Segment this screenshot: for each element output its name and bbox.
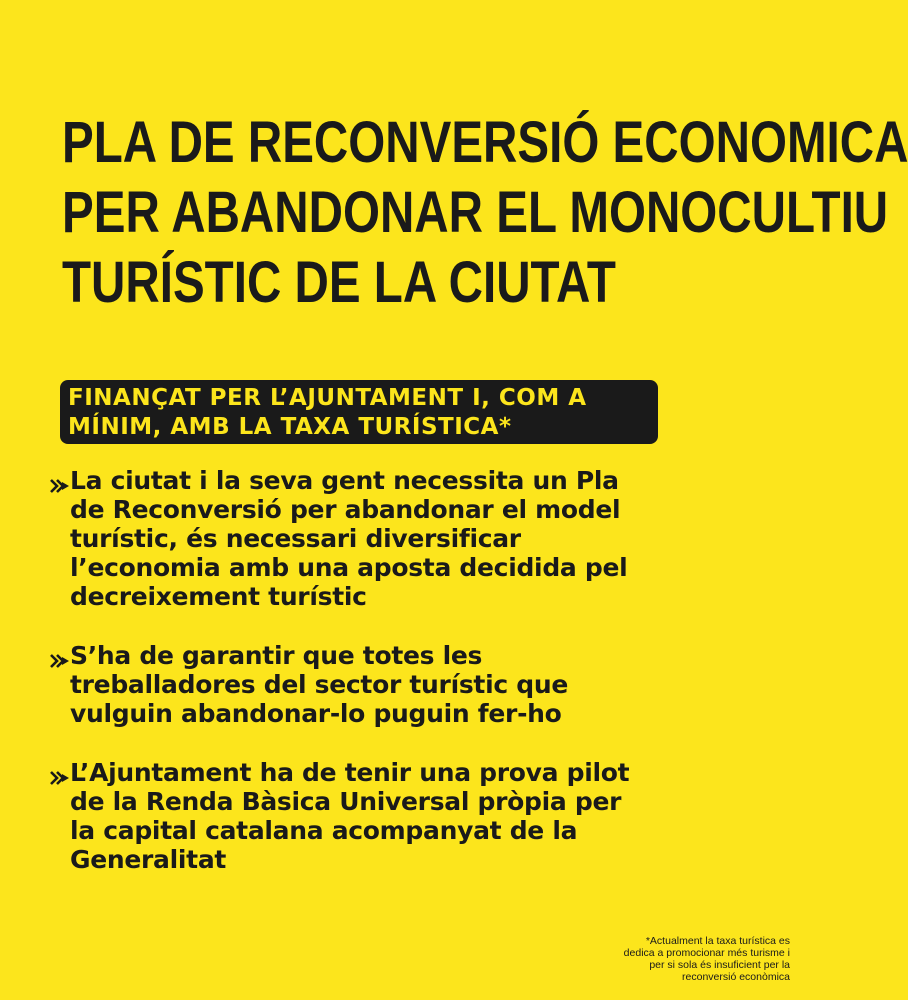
bullet-line: vulguin abandonar-lo puguin fer-ho <box>70 699 562 728</box>
footnote-line: *Actualment la taxa turística es <box>645 935 790 947</box>
page-title <box>62 108 908 318</box>
bullet-line: La ciutat i la seva gent necessita un Pla <box>70 466 619 495</box>
bullet-line: decreixement turístic <box>70 582 367 611</box>
list-item <box>50 641 750 728</box>
bullet-text <box>70 641 568 728</box>
bullet-line: l’economia amb una aposta decidida pel <box>70 553 628 582</box>
highlight-line: FINANÇAT PER L’AJUNTAMENT I, COM A <box>68 385 587 411</box>
funding-highlight-box <box>60 380 658 444</box>
double-arrow-icon <box>50 476 70 496</box>
bullet-line: la capital catalana acompanyat de la <box>70 816 578 845</box>
bullet-line: treballadores del sector turístic que <box>70 670 569 699</box>
bullet-line: Generalitat <box>70 845 227 874</box>
highlight-line: MÍNIM, AMB LA TAXA TURÍSTICA* <box>68 414 512 440</box>
list-item <box>50 466 750 611</box>
bullet-list <box>50 466 750 904</box>
title-line: PLA DE RECONVERSIÓ ECONOMICA <box>62 110 908 175</box>
bullet-line: L’Ajuntament ha de tenir una prova pilot <box>70 758 630 787</box>
bullet-text <box>70 466 627 611</box>
footnote-line: per si sola és insuficient per la <box>649 959 790 971</box>
footnote-line: dedica a promocionar més turisme i <box>623 947 790 959</box>
bullet-line: de la Renda Bàsica Universal pròpia per <box>70 787 622 816</box>
bullet-line: de Reconversió per abandonar el model <box>70 495 621 524</box>
list-item <box>50 758 750 874</box>
double-arrow-icon <box>50 768 70 788</box>
title-line: PER ABANDONAR EL MONOCULTIU <box>62 180 889 245</box>
double-arrow-icon <box>50 651 70 671</box>
bullet-line: turístic, és necessari diversificar <box>70 524 521 553</box>
title-line: TURÍSTIC DE LA CIUTAT <box>62 250 616 315</box>
bullet-text <box>70 758 629 874</box>
bullet-line: S’ha de garantir que totes les <box>70 641 483 670</box>
footnote-line: reconversió econòmica <box>682 971 790 983</box>
footnote <box>570 935 790 983</box>
